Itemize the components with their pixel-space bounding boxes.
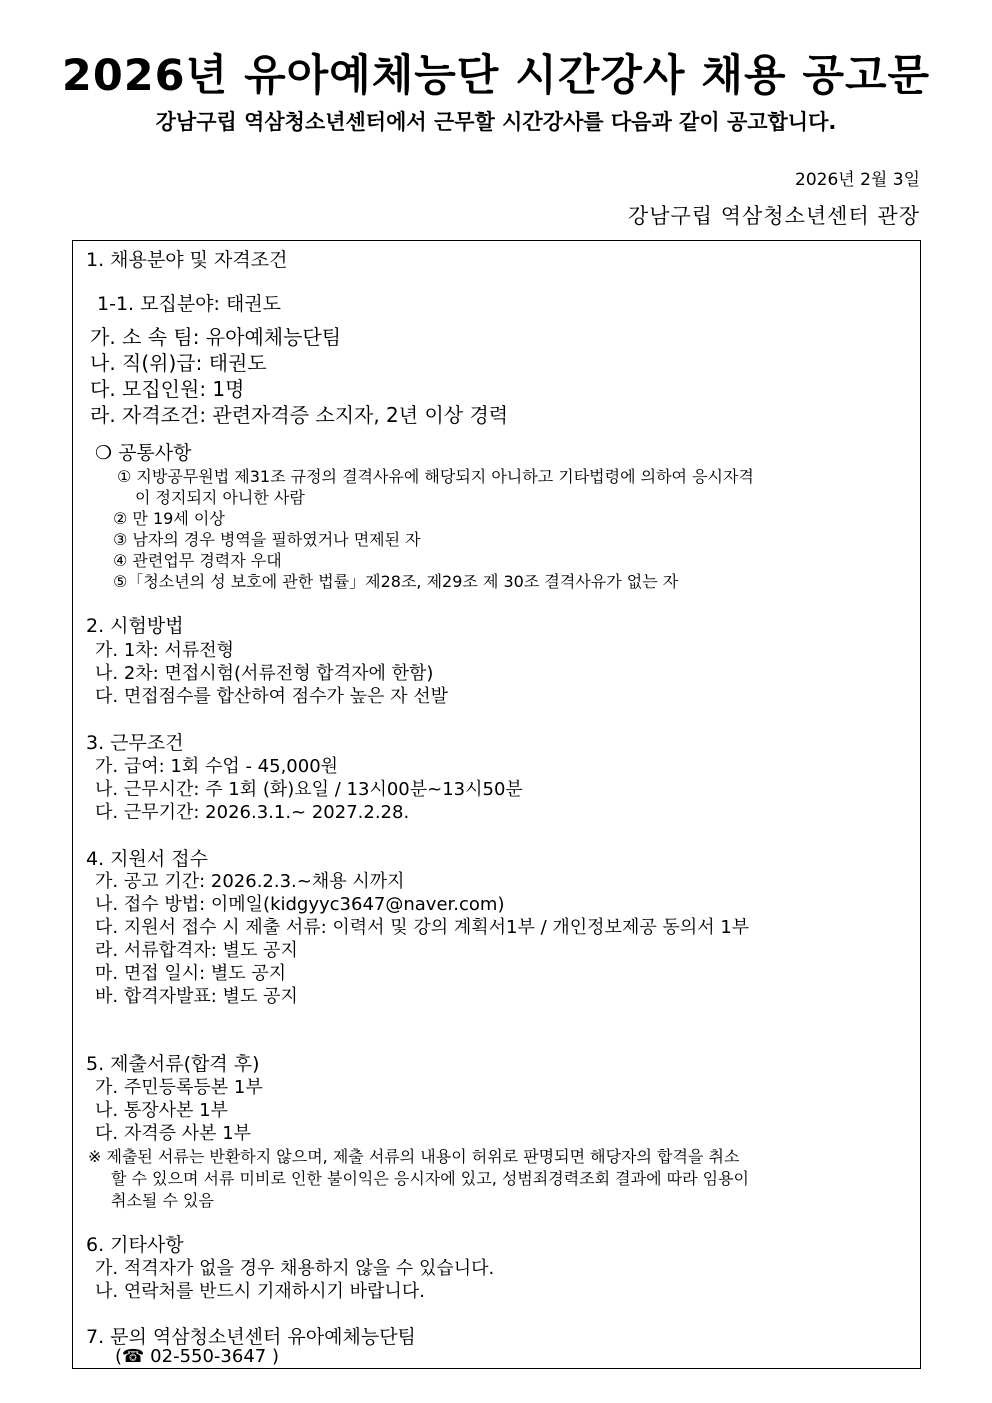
list-item: 다. 지원서 접수 시 제출 서류: 이력서 및 강의 계획서1부 / 개인정보제공 동의서 1부	[95, 917, 750, 938]
issuer-name: 강남구립 역삼청소년센터 관장	[627, 204, 920, 228]
list-item: ⑤「청소년의 성 보호에 관한 법률」제28조, 제29조 제 30조 결격사유가 없는 자	[113, 572, 679, 591]
list-item: 다. 면접점수를 합산하여 점수가 높은 자 선발	[95, 686, 449, 707]
list-item: 다. 모집인원: 1명	[90, 377, 245, 401]
documents-note: ※ 제출된 서류는 반환하지 않으며, 제출 서류의 내용이 허위로 판명되면 해당자의 합격을 취소	[88, 1147, 740, 1166]
page-subtitle: 강남구립 역삼청소년센터에서 근무할 시간강사를 다음과 같이 공고합니다.	[155, 110, 837, 134]
list-item: 라. 자격조건: 관련자격증 소지자, 2년 이상 경력	[90, 403, 509, 427]
list-item: 나. 2차: 면접시험(서류전형 합격자에 한함)	[95, 663, 434, 684]
documents-note: 할 수 있으며 서류 미비로 인한 불이익은 응시자에 있고, 성범죄경력조회 결과에 따라 임용이	[111, 1169, 749, 1188]
list-item: 나. 직(위)급: 태권도	[90, 351, 267, 375]
documents-note: 취소될 수 있음	[111, 1191, 214, 1210]
list-item: 다. 근무기간: 2026.3.1.~ 2027.2.28.	[95, 802, 410, 823]
list-item: ① 지방공무원법 제31조 규정의 결격사유에 해당되지 아니하고 기타법령에 의하여 응시자격	[117, 467, 754, 486]
list-item: 바. 합격자발표: 별도 공지	[95, 986, 298, 1007]
list-item: 라. 서류합격자: 별도 공지	[95, 940, 298, 961]
list-item: ② 만 19세 이상	[113, 509, 225, 528]
list-item: ④ 관련업무 경력자 우대	[113, 551, 282, 570]
page-title: 2026년 유아예체능단 시간강사 채용 공고문	[61, 51, 931, 101]
recruitment-field: 1-1. 모집분야: 태권도	[97, 293, 282, 315]
list-item: ③ 남자의 경우 병역을 필하였거나 면제된 자	[113, 530, 421, 549]
list-item: 가. 적격자가 없을 경우 채용하지 않을 수 있습니다.	[95, 1258, 495, 1279]
section-heading-application: 4. 지원서 접수	[86, 848, 208, 870]
section-heading-exam: 2. 시험방법	[86, 615, 184, 637]
list-item: 가. 공고 기간: 2026.2.3.~채용 시까지	[95, 871, 405, 892]
list-item: 마. 면접 일시: 별도 공지	[95, 963, 287, 984]
list-item: 나. 접수 방법: 이메일(kidgyyc3647@naver.com)	[95, 894, 505, 915]
list-item: 나. 근무시간: 주 1회 (화)요일 / 13시00분~13시50분	[95, 779, 523, 800]
list-item: 나. 통장사본 1부	[95, 1100, 228, 1121]
list-item: 가. 소 속 팀: 유아예체능단팀	[90, 325, 342, 349]
list-item: 가. 급여: 1회 수업 - 45,000원	[95, 756, 339, 777]
list-item: 나. 연락처를 반드시 기재하시기 바랍니다.	[95, 1281, 425, 1302]
list-item: 가. 1차: 서류전형	[95, 640, 235, 661]
common-requirements-heading: ❍ 공통사항	[95, 442, 192, 464]
section-heading-recruitment: 1. 채용분야 및 자격조건	[86, 249, 288, 271]
notice-date: 2026년 2월 3일	[795, 170, 920, 190]
list-item: 다. 자격증 사본 1부	[95, 1123, 252, 1144]
contact-phone: (☎ 02-550-3647 )	[115, 1346, 279, 1367]
section-heading-misc: 6. 기타사항	[86, 1234, 184, 1256]
section-heading-documents: 5. 제출서류(합격 후)	[86, 1053, 260, 1075]
list-item: 가. 주민등록등본 1부	[95, 1077, 263, 1098]
notice-body-box	[72, 240, 921, 1369]
section-heading-conditions: 3. 근무조건	[86, 732, 184, 754]
section-heading-contact: 7. 문의 역삼청소년센터 유아예체능단팀	[86, 1326, 416, 1348]
list-item: 이 정지되지 아니한 사람	[135, 488, 305, 507]
